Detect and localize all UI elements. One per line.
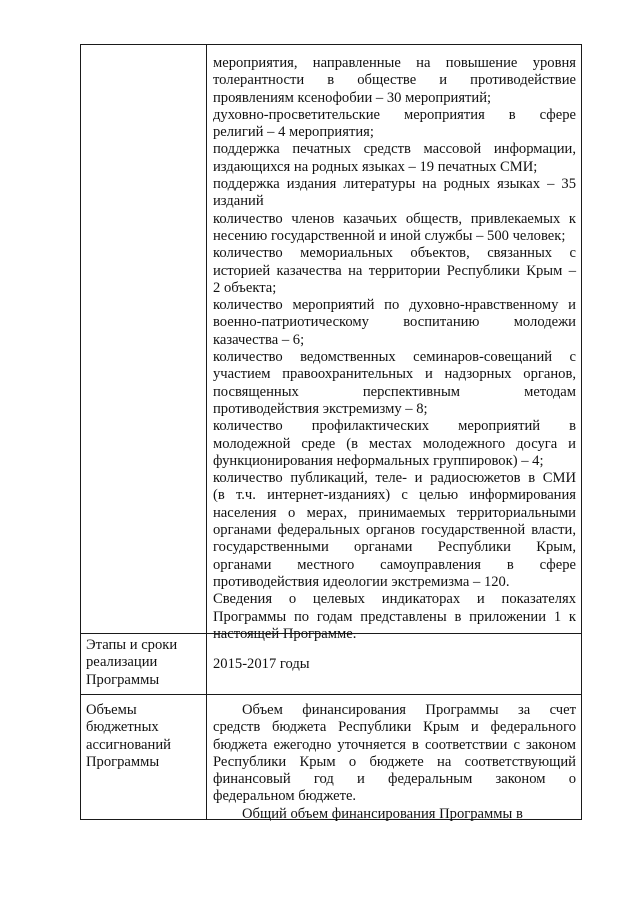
label-line: ассигнований xyxy=(86,736,171,753)
text-line: противодействия экстремизму – 8; xyxy=(213,400,428,417)
label-line: Программы xyxy=(86,753,160,770)
text-line: настоящей Программе. xyxy=(213,625,357,642)
text-line: военно-патриотическому воспитанию молодежи xyxy=(213,314,576,331)
text-line: Объем финансирования Программы за счет xyxy=(242,702,576,718)
table-border-left xyxy=(80,44,81,820)
text-line: органами местного самоуправления в сфере xyxy=(213,556,576,573)
text-line: количество ведомственных семинаров-совещаний с xyxy=(213,349,576,366)
text-line: количество профилактических мероприятий в xyxy=(213,418,576,435)
table-border-right xyxy=(581,44,582,820)
text-line: поддержка печатных средств массовой информации, xyxy=(213,141,576,158)
text-line: финансовый год и федеральным законом о xyxy=(213,771,576,788)
text-line: казачества – 6; xyxy=(213,331,305,348)
text-line: федеральном бюджете. xyxy=(213,788,357,805)
text-line: проявлениям ксенофобии – 30 мероприятий; xyxy=(213,89,492,106)
row-continuation-text xyxy=(213,55,576,643)
table-border-top xyxy=(80,44,582,45)
text-line: поддержка издания литературы на родных языках – 35 xyxy=(213,176,576,193)
text-line: мероприятия, направленные на повышение уровня xyxy=(213,55,576,71)
label-line: Этапы и сроки xyxy=(86,637,178,653)
stages-label xyxy=(86,637,204,689)
text-line: религий – 4 мероприятия; xyxy=(213,124,374,141)
text-line: функционирования неформальных группировок) – 4; xyxy=(213,452,544,469)
text-line: Сведения о целевых индикаторах и показателях xyxy=(213,591,576,608)
text-line: (в т.ч. интернет-изданиях) с целью информирования xyxy=(213,487,576,504)
text-line: Республики Крым о бюджете на соответствующий xyxy=(213,753,576,770)
text-line: молодежной среде (в местах молодежного досуга и xyxy=(213,435,576,452)
text-line: населения о мерах, принимаемых территориальными xyxy=(213,504,576,521)
text-line: изданий xyxy=(213,193,264,210)
text-line: толерантности в обществе и противодействие xyxy=(213,72,576,89)
budget-text xyxy=(213,702,576,823)
text-line: посвященных перспективным методам xyxy=(213,383,576,400)
stages-value xyxy=(213,656,576,673)
text-line: несению государственной и иной службы – 500 человек; xyxy=(213,227,566,244)
text-line: издающихся на родных языках – 19 печатных СМИ; xyxy=(213,158,538,175)
label-line: Программы xyxy=(86,671,160,688)
text-line: количество мемориальных объектов, связанных с xyxy=(213,245,576,262)
stages-years: 2015-2017 годы xyxy=(213,656,310,672)
text-line: Программы по годам представлены в приложении 1 к xyxy=(213,608,576,625)
text-line: участием правоохранительных и надзорных органов, xyxy=(213,366,576,383)
table-column-divider xyxy=(206,44,207,820)
label-line: бюджетных xyxy=(86,719,159,736)
text-line: средств бюджета Республики Крым и федерального xyxy=(213,719,576,736)
label-line: реализации xyxy=(86,654,158,671)
text-line: бюджета ежегодно уточняется в соответствии с законом xyxy=(213,736,576,753)
text-line: духовно-просветительские мероприятия в сфере xyxy=(213,106,576,123)
label-line: Объемы xyxy=(86,702,137,718)
text-line: 2 объекта; xyxy=(213,279,277,296)
budget-label xyxy=(86,702,204,771)
text-line: Общий объем финансирования Программы в xyxy=(242,805,523,822)
text-line: противодействия идеологии экстремизма – 120. xyxy=(213,573,510,590)
text-line: государственными органами Республики Крым, xyxy=(213,539,576,556)
text-line: количество членов казачьих обществ, привлекаемых к xyxy=(213,210,576,227)
row-divider-2 xyxy=(80,694,582,695)
text-line: количество публикаций, теле- и радиосюжетов в СМИ xyxy=(213,470,576,487)
text-line: историей казачества на территории Республики Крым – xyxy=(213,262,576,279)
text-line: количество мероприятий по духовно-нравственному и xyxy=(213,297,576,314)
text-line: органами федеральных органов государственной власти, xyxy=(213,522,576,539)
